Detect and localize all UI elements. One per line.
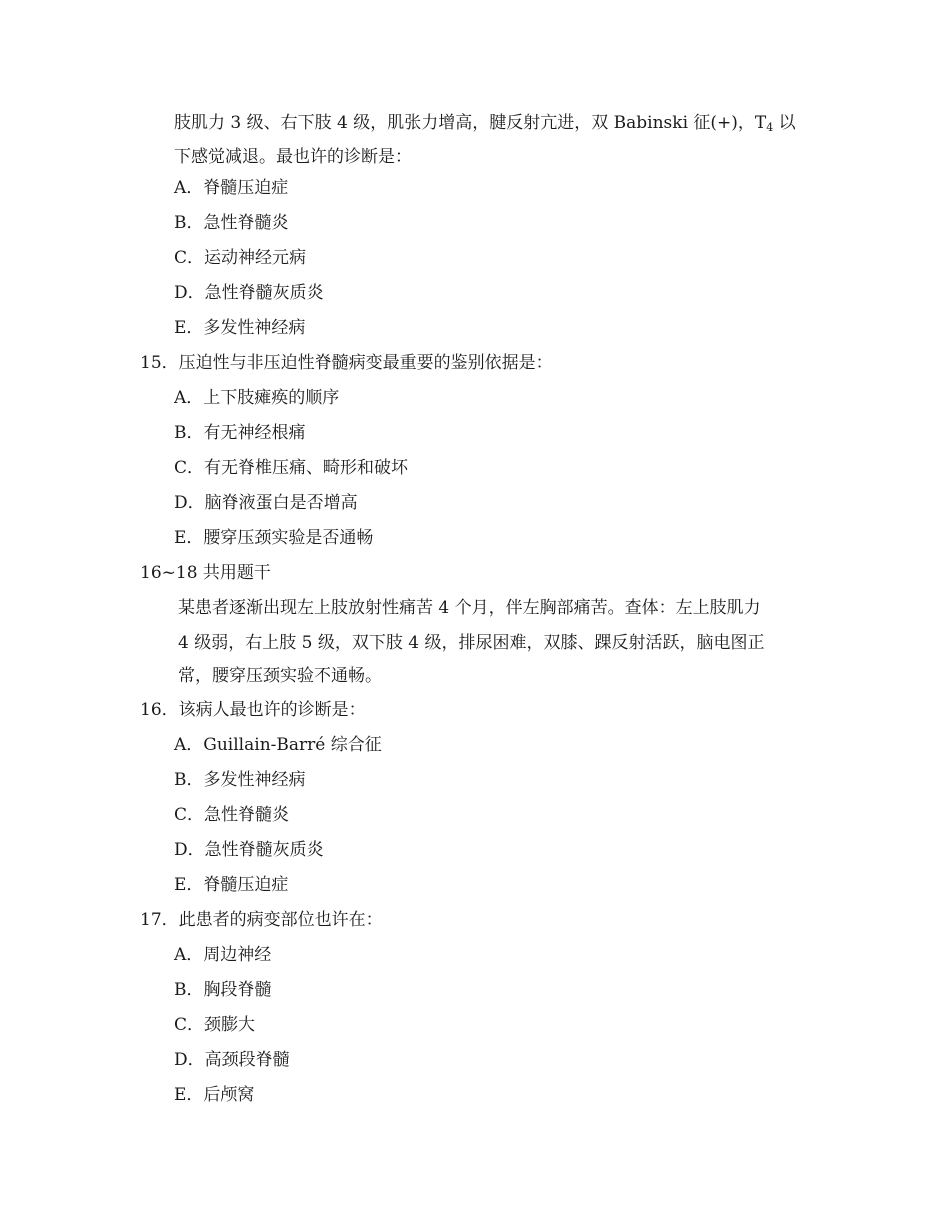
option-text: 多发性神经病 [203,318,306,338]
q17-option-c [174,1013,255,1037]
option-letter: C． [174,1015,205,1035]
option-text: 胸段脊髓 [203,980,272,1000]
q14-stem-text-a: 肢肌力 3 级、右下肢 4 级，肌张力增高，腱反射亢进，双 Babinski 征(+)，T [174,113,767,133]
q14-stem-line-2: 下感觉减退。最也许的诊断是： [174,147,412,167]
option-letter: D． [174,840,205,860]
option-letter: D． [174,283,205,303]
option-letter: E． [174,1085,204,1105]
option-text: Guillain-Barré 综合征 [203,735,382,755]
option-letter: C． [174,805,205,825]
q14-option-e [174,316,305,340]
shared-stem-line-2: 4 级弱，右上肢 5 级，双下肢 4 级，排尿困难，双膝、踝反射活跃，脑电图正 [178,633,765,653]
option-text: 脊髓压迫症 [203,875,289,895]
option-letter: A． [174,178,204,198]
option-letter: E． [174,318,204,338]
question-text: 该病人最也许的诊断是： [178,700,366,720]
option-letter: B． [174,770,204,790]
shared-stem-line-1: 某患者逐渐出现左上肢放射性痛苦 4 个月，伴左胸部痛苦。查体：左上肢肌力 [178,598,761,618]
option-text: 周边神经 [203,945,272,965]
option-letter: B． [174,423,204,443]
shared-stem-line-3: 常，腰穿压颈实验不通畅。 [178,666,382,686]
q15-option-d [174,491,358,515]
q14-option-d [174,281,324,305]
shared-stem-heading: 16~18 共用题干 [140,563,271,583]
option-text: 颈膨大 [204,1015,256,1035]
option-text: 运动神经元病 [204,248,307,268]
question-number: 16． [140,700,179,720]
option-letter: C． [174,458,205,478]
option-text: 脑脊液蛋白是否增高 [204,493,358,513]
option-text: 有无脊椎压痛、畸形和破坏 [204,458,409,478]
option-text: 有无神经根痛 [203,423,306,443]
option-letter: A． [174,388,204,408]
option-letter: C． [174,248,205,268]
q14-stem-line-1 [174,111,796,140]
q15-option-c [174,456,408,480]
option-text: 上下肢瘫痪的顺序 [203,388,340,408]
question-number: 15． [140,353,179,373]
q17-option-b [174,978,272,1002]
option-letter: D． [174,1050,205,1070]
option-letter: E． [174,528,204,548]
q17-option-d [174,1048,290,1072]
option-text: 高颈段脊髓 [204,1050,290,1070]
q14-stem-text-b: 以 [773,113,796,133]
q15-option-e [174,526,373,550]
q16-stem [140,698,366,722]
q16-option-d [174,838,324,862]
q17-option-e [174,1083,254,1107]
option-text: 急性脊髓灰质炎 [204,840,324,860]
q17-option-a [174,943,271,967]
q16-option-b [174,768,306,792]
q16-option-c [174,803,289,827]
q17-stem [140,908,383,932]
option-letter: A． [174,945,204,965]
q14-option-b [174,211,289,235]
question-text: 压迫性与非压迫性脊髓病变最重要的鉴别依据是： [178,353,553,373]
option-text: 后颅窝 [203,1085,255,1105]
option-letter: E． [174,875,204,895]
q14-option-a [174,176,288,200]
q16-option-e [174,873,288,897]
option-text: 脊髓压迫症 [203,178,289,198]
option-text: 多发性神经病 [203,770,306,790]
q15-option-b [174,421,306,445]
q14-stem-subscript: 4 [766,121,774,134]
q15-stem [140,351,553,375]
option-text: 腰穿压颈实验是否通畅 [203,528,374,548]
option-letter: A． [174,735,204,755]
option-text: 急性脊髓炎 [204,805,290,825]
option-letter: B． [174,980,204,1000]
question-text: 此患者的病变部位也许在： [178,910,383,930]
question-number: 17． [140,910,179,930]
q15-option-a [174,386,339,410]
option-letter: B． [174,213,204,233]
option-letter: D． [174,493,205,513]
option-text: 急性脊髓灰质炎 [204,283,324,303]
option-text: 急性脊髓炎 [203,213,289,233]
q16-option-a [174,733,382,757]
q14-option-c [174,246,306,270]
